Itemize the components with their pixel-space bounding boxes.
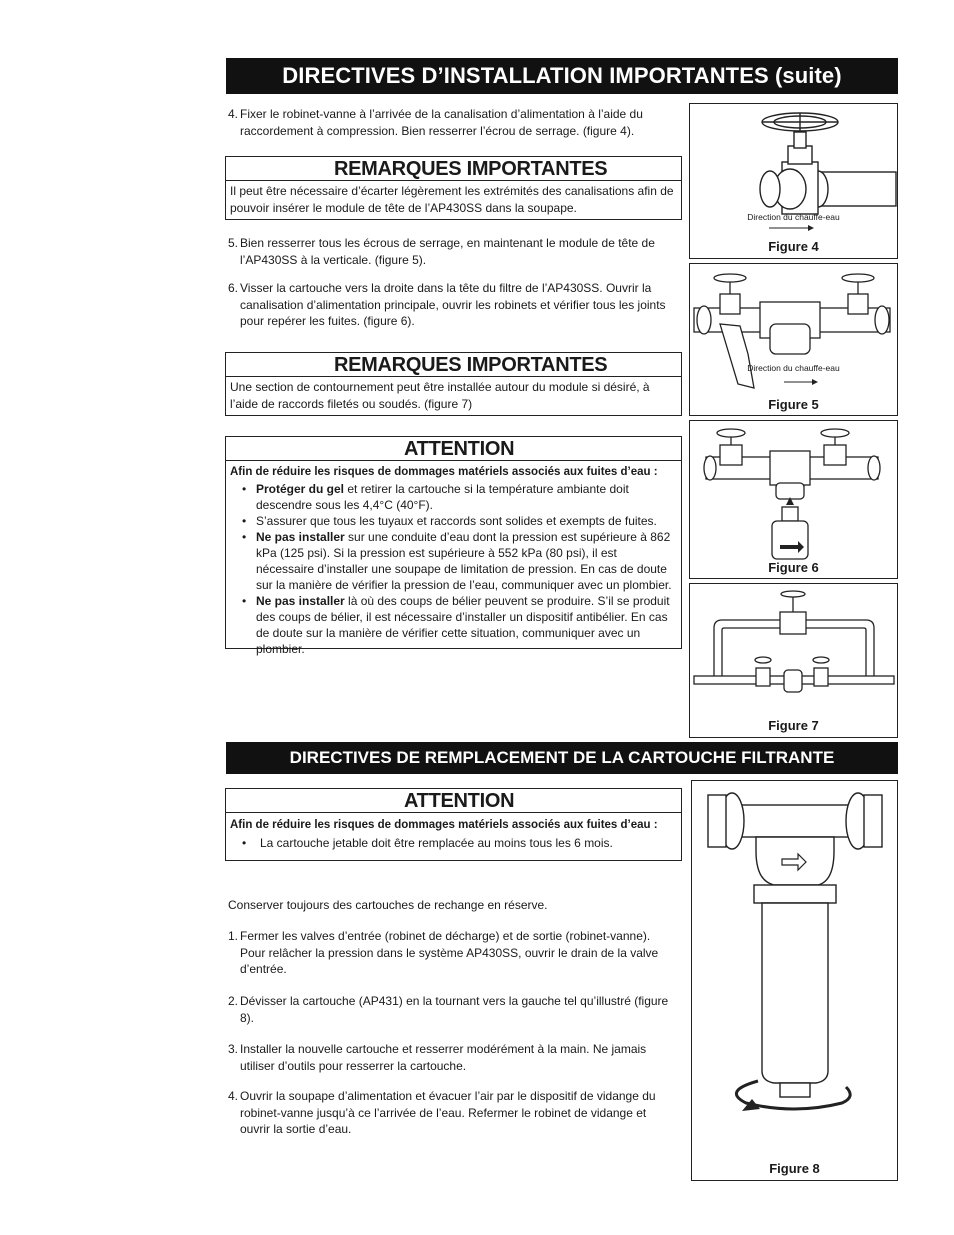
step-number: 5. xyxy=(228,236,239,250)
step-text: Fixer le robinet-vanne à l’arrivée de la canalisation d’alimentation à l’aide du raccordement à compression. Bien resserrer l’écrou de serrage. (figure 4). xyxy=(240,107,643,138)
figure-caption: Figure 8 xyxy=(769,1161,820,1176)
step-text: Fermer les valves d’entrée (robinet de décharge) et de sortie (robinet-vanne). Pour relâcher la pression dans le système AP430SS, ouvrir le drain de la valve d’entrée. xyxy=(240,929,659,976)
step-number: 2. xyxy=(228,994,239,1008)
step-text: Visser la cartouche vers la droite dans la tête du filtre de l’AP430SS. Ouvrir la canalisation d’alimentation principale, ouvrir les robinets et vérifier tous les joints pour repérer les fuites. (figure 6). xyxy=(240,281,666,328)
important-note-1 xyxy=(225,156,682,220)
head-module-illustration xyxy=(690,264,897,415)
install-step-5 xyxy=(228,235,678,268)
attention-item: • La cartouche jetable doit être remplacée au moins tous les 6 mois. xyxy=(230,835,677,851)
attention-item: • Ne pas installer là où des coups de bélier peuvent se produire. S’il se produit des coups de bélier, il est nécessaire d’installer un dispositif antibélier. En cas de doute sur la manière de vérifier cette situation, communiquer avec un plombier. xyxy=(230,593,677,657)
replacement-intro: Conserver toujours des cartouches de rechange en réserve. xyxy=(228,898,548,912)
replace-step-2 xyxy=(228,993,678,1026)
install-step-6 xyxy=(228,280,678,330)
note-title: REMARQUES IMPORTANTES xyxy=(226,353,681,377)
figure-5 xyxy=(689,263,898,416)
direction-label: Direction du chauffe-eau xyxy=(747,363,840,373)
attention-item: • Protéger du gel et retirer la cartouche si la température ambiante doit descendre sous les 4,4°C (40°F). xyxy=(230,481,677,513)
figure-caption: Figure 6 xyxy=(768,560,819,575)
figure-caption: Figure 7 xyxy=(768,718,819,733)
attention-lead: Afin de réduire les risques de dommages matériels associés aux fuites d’eau : xyxy=(230,466,658,478)
figure-caption: Figure 5 xyxy=(768,397,819,412)
step-text: Bien resserrer tous les écrous de serrage, en maintenant le module de tête de l’AP430SS à la verticale. (figure 5). xyxy=(240,236,655,267)
cartridge-removal-illustration xyxy=(692,781,897,1180)
note-title: REMARQUES IMPORTANTES xyxy=(226,157,681,181)
step-number: 6. xyxy=(228,281,239,295)
attention-title: ATTENTION xyxy=(226,789,681,813)
step-number: 4. xyxy=(228,107,239,121)
step-number: 3. xyxy=(228,1042,239,1056)
attention-item: • Ne pas installer sur une conduite d’eau dont la pression est supérieure à 862 kPa (125 psi). Si la pression est supérieure à 552 kPa (80 psi), il est nécessaire d’installer une soupape de limitation de pression. En cas de doute sur la manière de vérifier la pression de l’eau, communiquer avec un plombier. xyxy=(230,529,677,593)
section-title-replacement: DIRECTIVES DE REMPLACEMENT DE LA CARTOUCHE FILTRANTE xyxy=(226,742,898,774)
direction-label: Direction du chauffe-eau xyxy=(747,212,840,222)
note-text: Une section de contournement peut être installée autour du module si désiré, à l’aide de raccords filetés ou soudés. (figure 7) xyxy=(230,380,650,411)
attention-lead: Afin de réduire les risques de dommages matériels associés aux fuites d’eau : xyxy=(230,819,658,831)
step-text: Dévisser la cartouche (AP431) en la tournant vers la gauche tel qu’illustré (figure 8). xyxy=(240,994,669,1025)
bypass-illustration xyxy=(690,584,897,737)
attention-title: ATTENTION xyxy=(226,437,681,461)
attention-list xyxy=(230,481,677,657)
step-number: 4. xyxy=(228,1089,239,1103)
attention-box-1 xyxy=(225,436,682,656)
figure-8 xyxy=(691,780,898,1181)
important-note-2 xyxy=(225,352,682,416)
replace-step-4 xyxy=(228,1088,678,1138)
cartridge-install-illustration xyxy=(690,421,897,578)
replace-step-1 xyxy=(228,928,678,978)
valve-illustration xyxy=(690,104,897,258)
figure-4 xyxy=(689,103,898,259)
step-text: Ouvrir la soupape d’alimentation et évacuer l’air par le dispositif de vidange du robinet-vanne jusqu’à ce l’arrivée de l’eau. Refermer le robinet de vidange et ouvrir la sortie d’eau. xyxy=(240,1089,656,1136)
replace-step-3 xyxy=(228,1041,678,1074)
figure-caption: Figure 4 xyxy=(768,239,819,254)
figure-7 xyxy=(689,583,898,738)
step-number: 1. xyxy=(228,929,239,943)
step-text: Installer la nouvelle cartouche et resserrer modérément à la main. Ne jamais utiliser d’outils pour resserrer la cartouche. xyxy=(240,1042,647,1073)
figure-6 xyxy=(689,420,898,579)
attention-box-2 xyxy=(225,788,682,861)
attention-item: • S’assurer que tous les tuyaux et raccords sont solides et exempts de fuites. xyxy=(230,513,677,529)
note-text: Il peut être nécessaire d’écarter légèrement les extrémités des canalisations afin de pouvoir insérer le module de tête de l’AP430SS dans la soupape. xyxy=(230,184,674,215)
install-step-4 xyxy=(228,106,678,139)
section-title-installation: DIRECTIVES D’INSTALLATION IMPORTANTES (suite) xyxy=(226,58,898,94)
